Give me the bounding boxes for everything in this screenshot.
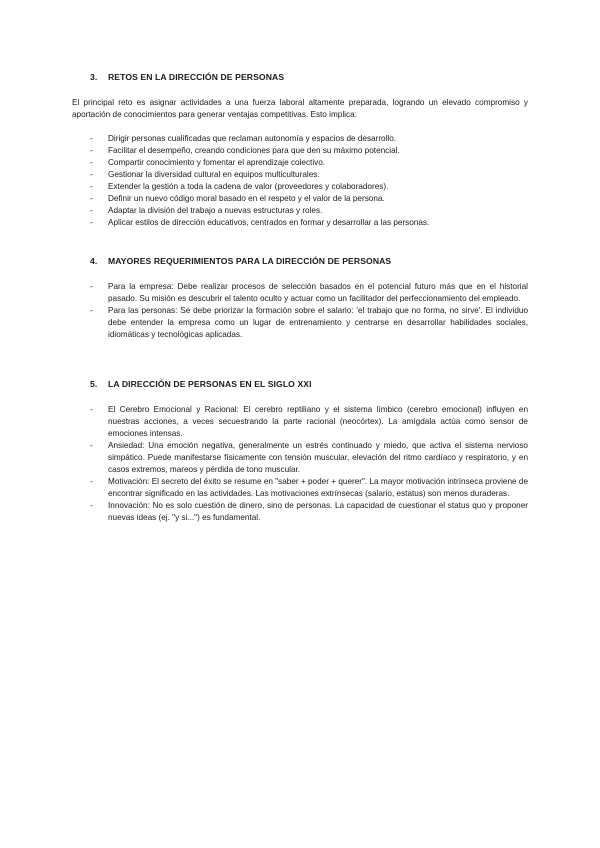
section-retos [72, 72, 528, 229]
list-item-text: El Cerebro Emocional y Racional: El cerebro reptiliano y el sistema límbico (cerebro emocional) influyen en nuestras acciones, a veces secuestrando la parte racional (neocórtex). La amígdala actúa como sensor de emociones intensas. [108, 405, 528, 438]
bullet-dash: - [90, 194, 93, 203]
list-item-text: Aplicar estilos de dirección educativos, centrados en formar y desarrollar a las personas. [108, 218, 430, 227]
bullet-dash: - [90, 405, 93, 414]
bullet-dash: - [90, 477, 93, 486]
list-item-text: Dirigir personas cualificadas que reclaman autonomía y espacios de desarrollo. [108, 134, 397, 143]
list-item [72, 281, 528, 305]
list-item [72, 305, 528, 341]
list-item [72, 440, 528, 476]
list-item [72, 181, 528, 193]
bullet-dash: - [90, 134, 93, 143]
list-item-text: Facilitar el desempeño, creando condiciones para que den su máximo potencial. [108, 146, 400, 155]
section-heading [90, 256, 528, 267]
list-item [72, 145, 528, 157]
section-number: 3. [90, 72, 98, 82]
list-item-text: Compartir conocimiento y fomentar el aprendizaje colectivo. [108, 158, 326, 167]
list-item-text: Adaptar la división del trabajo a nuevas estructuras y roles. [108, 206, 323, 215]
list-item [72, 193, 528, 205]
list-item-text: Extender la gestión a toda la cadena de valor (proveedores y colaboradores). [108, 182, 389, 191]
bullet-dash: - [90, 501, 93, 510]
bullet-dash: - [90, 282, 93, 291]
list-item [72, 205, 528, 217]
list-item [72, 476, 528, 500]
bullet-dash: - [90, 146, 93, 155]
bullet-dash: - [90, 306, 93, 315]
list-item-text: Innovación: No es solo cuestión de dinero, sino de personas. La capacidad de cuestionar el status quo y proponer nuevas ideas (ej. "y si...") es fundamental. [108, 501, 528, 522]
list-item [72, 404, 528, 440]
section-title: RETOS EN LA DIRECCIÓN DE PERSONAS [108, 72, 285, 82]
section-title: MAYORES REQUERIMIENTOS PARA LA DIRECCIÓN DE PERSONAS [108, 256, 392, 266]
section-requerimientos [72, 256, 528, 341]
list-item-text: Ansiedad: Una emoción negativa, generalmente un estrés continuado y miedo, que activa el sistema nervioso simpático. Puede manifestarse físicamente con tensión muscular, elevación del ritmo cardíaco y respiratorio, y en casos extremos, mareos y pérdida de tono muscular. [108, 441, 528, 474]
bullet-list [72, 281, 528, 341]
list-item [72, 133, 528, 145]
list-item-text: Para las personas: Se debe priorizar la formación sobre el salario: 'el trabajo que no forma, no sirve'. El individuo debe entender la empresa como un lugar de entrenamiento y centrarse en desarrollar habilidades sociales, idiomáticas y tecnológicas aplicadas. [108, 306, 528, 339]
list-item [72, 500, 528, 524]
list-item [72, 169, 528, 181]
bullet-dash: - [90, 206, 93, 215]
section-intro: El principal reto es asignar actividades a una fuerza laboral altamente preparada, logrando un elevado compromiso y aportación de conocimientos para generar ventajas competitivas. Esto implica: [72, 98, 528, 119]
section-number: 5. [90, 379, 98, 389]
section-heading [90, 72, 528, 83]
bullet-dash: - [90, 158, 93, 167]
bullet-dash: - [90, 182, 93, 191]
list-item-text: Motivación: El secreto del éxito se resume en "saber + poder + querer". La mayor motivación intrínseca proviene de encontrar significado en las actividades. Las motivaciones extrínsecas (salario, estatus) son menos duraderas. [108, 477, 528, 498]
section-title: LA DIRECCIÓN DE PERSONAS EN EL SIGLO XXI [108, 379, 312, 389]
section-siglo-xxi [72, 379, 528, 524]
bullet-dash: - [90, 218, 93, 227]
list-item-text: Para la empresa: Debe realizar procesos de selección basados en el potencial futuro más que en el historial pasado. Su misión es descubrir el talento oculto y actuar como un facilitador del perfeccionamiento del empleado. [108, 282, 528, 303]
bullet-dash: - [90, 170, 93, 179]
bullet-list [72, 133, 528, 229]
section-number: 4. [90, 256, 98, 266]
bullet-list [72, 404, 528, 524]
bullet-dash: - [90, 441, 93, 450]
list-item-text: Gestionar la diversidad cultural en equipos multiculturales. [108, 170, 320, 179]
list-item-text: Definir un nuevo código moral basado en el respeto y el valor de la persona. [108, 194, 385, 203]
list-item [72, 217, 528, 229]
section-heading [90, 379, 528, 390]
list-item [72, 157, 528, 169]
